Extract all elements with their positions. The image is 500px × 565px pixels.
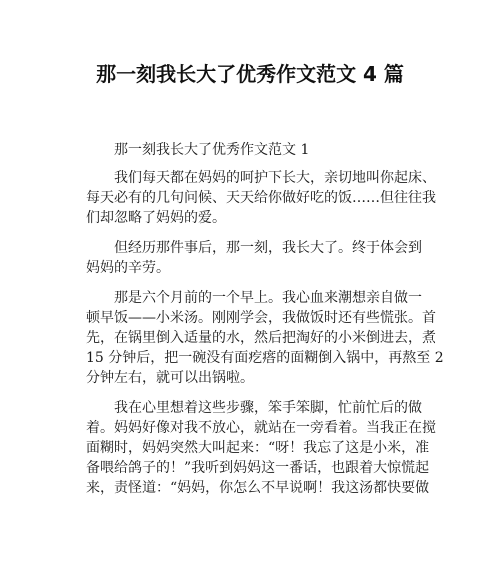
paragraph-line: 来，责怪道：“妈妈，你怎么不早说啊！我这汤都快要做 bbox=[86, 480, 430, 496]
paragraph-line: 但经历那件事后，那一刻，我长大了。终于体会到 bbox=[114, 240, 422, 256]
paragraph-line: 分钟左右，就可以出锅啦。 bbox=[86, 370, 254, 386]
paragraph-line: 先，在锅里倒入适量的水，然后把淘好的小米倒进去，煮 bbox=[86, 330, 436, 346]
document-body bbox=[86, 140, 444, 508]
paragraph-line: 那是六个月前的一个早上。我心血来潮想亲自做一 bbox=[114, 290, 422, 306]
paragraph-line: 我们每天都在妈妈的呵护下长大，亲切地叫你起床、 bbox=[114, 170, 436, 186]
paragraph-line: 着。妈妈好像对我不放心，就站在一旁看着。当我正在搅 bbox=[86, 420, 436, 436]
paragraph-line: 顿早饭——小米汤。刚刚学会，我做饭时还有些慌张。首 bbox=[86, 310, 436, 326]
paragraph-line: 每天必有的几句问候、天天给你做好吃的饭……但往往我 bbox=[86, 190, 436, 206]
paragraph-3 bbox=[86, 288, 444, 388]
paragraph-line: 15 分钟后，把一碗没有面疙瘩的面糊倒入锅中，再熬至 2 bbox=[86, 350, 444, 366]
paragraph-2 bbox=[86, 238, 422, 278]
paragraph-line: 们却忽略了妈妈的爱。 bbox=[86, 210, 226, 226]
paragraph-line: 我在心里想着这些步骤，笨手笨脚，忙前忙后的做 bbox=[114, 400, 422, 416]
paragraph-line: 备喂给鸽子的！”我听到妈妈这一番话，也跟着大惊慌起 bbox=[86, 460, 430, 476]
section-subtitle: 那一刻我长大了优秀作文范文 1 bbox=[114, 142, 310, 158]
paragraph-4 bbox=[86, 398, 436, 498]
paragraph-1 bbox=[86, 168, 436, 228]
paragraph-line: 面糊时，妈妈突然大叫起来：“呀！我忘了这是小米，准 bbox=[86, 440, 430, 456]
paragraph-line: 妈妈的辛劳。 bbox=[86, 260, 170, 276]
document-title: 那一刻我长大了优秀作文范文 4 篇 bbox=[96, 62, 404, 86]
